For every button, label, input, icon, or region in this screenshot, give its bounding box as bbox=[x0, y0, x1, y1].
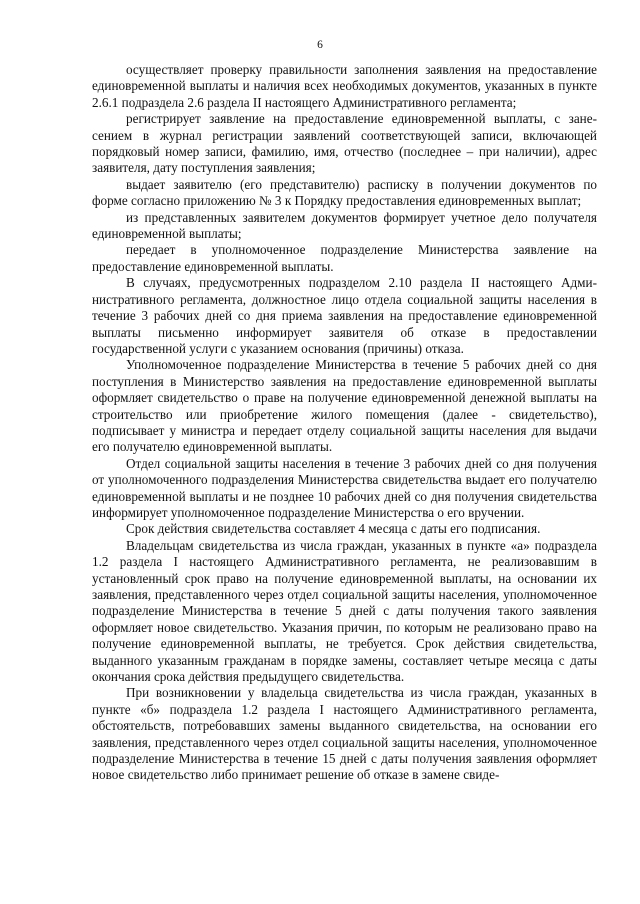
paragraph-form-case-file: из представленных заявителем документов формирует учетное дело получателя единовременной выплаты; bbox=[92, 209, 597, 242]
paragraph-certificate-handover: Отдел социальной защиты населения в течение 3 рабочих дней со дня получения от уполномоченного подразделения Министерства свидетельства выдает его получателю единовременной выплаты и не позднее 10 рабочих дней со дня получения свидетельства информирует уполномоченное подразделение Министерства о его вручении. bbox=[92, 455, 597, 520]
body-text bbox=[92, 62, 597, 784]
paragraph-register-application: регистрирует заявление на предоставление единовременной выплаты, с занесением в журнал регистрации заявлений соответствующей записи, включающей порядковый номер записи, фамилию, имя, отчество (последнее – при наличии), адрес заявителя, дату поступления заявления; bbox=[92, 111, 597, 176]
paragraph-check-application: осуществляет проверку правильности заполнения заявления на предоставление единовременной выплаты и наличия всех необходимых документов, указанных в пункте 2.6.1 подраздела 2.6 раздела II настоящего Административного регламента; bbox=[92, 62, 597, 110]
paragraph-certificate-issue: Уполномоченное подразделение Министерства в течение 5 рабочих дней со дня поступления в Министерство заявления на предоставление единовременной выплаты оформляет свидетельство о праве на получение единовременной денежной выплаты на строительство или приобретение жилого помещения (далее - свидетельство), подписывает у министра и передает отделу социальной защиты населения для выдачи его получателю единовременной выплаты. bbox=[92, 357, 597, 455]
paragraph-replacement-b: При возникновении у владельца свидетельства из числа граждан, указанных в пункте «б» подраздела 1.2 раздела I настоящего Административного регламента, обстоятельств, потребовавших замены выданного свидетельства, на основании его заявления, представленного через отдел социальной защиты населения, уполномоченное подразделение Министерства в течение 15 дней с даты получения заявления оформляет новое свидетельство либо принимает решение об отказе в замене свиде- bbox=[92, 685, 597, 783]
paragraph-transfer-application: передает в уполномоченное подразделение Министерства заявление на предоставление единовременной выплаты. bbox=[92, 242, 597, 274]
page-number: 6 bbox=[317, 39, 323, 51]
paragraph-validity-period: Срок действия свидетельства составляет 4 месяца с даты его подписания. bbox=[126, 521, 541, 537]
paragraph-replacement-a: Владельцам свидетельства из числа граждан, указанных в пункте «а» подраздела 1.2 раздела I настоящего Административного регламента, не реализовавшим в установленный срок право на получение единовременной выплаты, на основании их заявления, представленного через отдел социальной защиты населения, уполномоченное подразделение Министерства в течение 5 дней с даты получения такого заявления оформляет новое свидетельство. Указания причин, по которым не реализовано право на получение единовременной выплаты, не требуется. Срок действия свидетельства, выданного указанным гражданам в порядке замены, составляет четыре месяца с даты окончания срока действия предыдущего свидетельства. bbox=[92, 537, 597, 685]
paragraph-refusal-cases: В случаях, предусмотренных подразделом 2.10 раздела II настоящего Административного регламента, должностное лицо отдела социальной защиты населения в течение 3 рабочих дней со дня приема заявления на предоставление единовременной выплаты письменно информирует заявителя об отказе в предоставлении государственной услуги с указанием основания (причины) отказа. bbox=[92, 275, 597, 356]
paragraph-issue-receipt: выдает заявителю (его представителю) расписку в получении документов по форме согласно приложению № 3 к Порядку предоставления единовременных выплат; bbox=[92, 176, 597, 209]
